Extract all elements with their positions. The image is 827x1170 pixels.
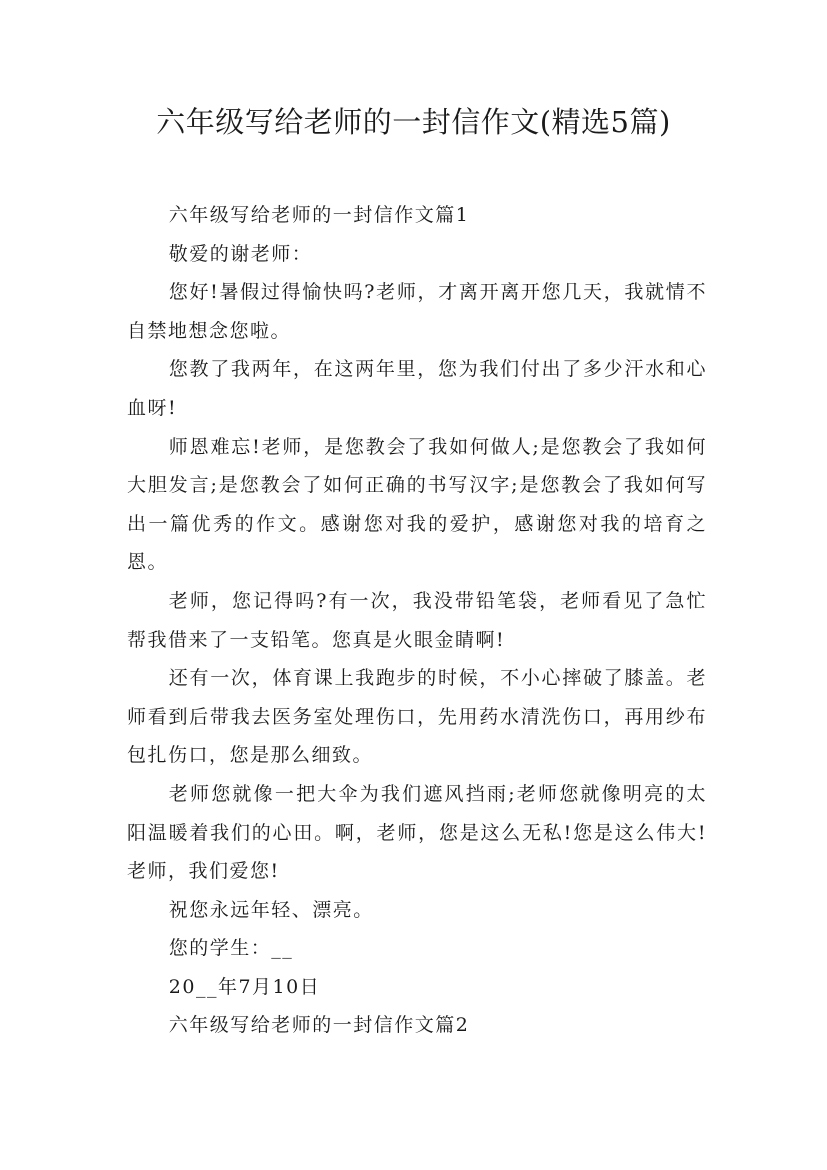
letter-paragraph: 您教了我两年，在这两年里，您为我们付出了多少汗水和心血呀! xyxy=(127,358,707,419)
letter-paragraph: 您好!暑假过得愉快吗?老师，才离开离开您几天，我就情不自禁地想念您啦。 xyxy=(127,281,707,342)
letter-paragraph: 老师，您记得吗?有一次，我没带铅笔袋，老师看见了急忙帮我借来了一支铅笔。您真是火眼金睛啊! xyxy=(127,589,707,651)
letter-paragraph: 还有一次，体育课上我跑步的时候，不小心摔破了膝盖。老师看到后带我去医务室处理伤口，先用药水清洗伤口，再用纱布包扎伤口，您是那么细致。 xyxy=(127,667,707,767)
letter-date: 20__年7月10日 xyxy=(168,975,321,998)
letter-paragraph: 老师您就像一把大伞为我们遮风挡雨;老师您就像明亮的太阳温暖着我们的心田。啊，老师，您是这么无私!您是这么伟大!老师，我们爱您! xyxy=(127,782,707,883)
letter-signature: 您的学生：__ xyxy=(168,937,294,960)
section-heading-2: 六年级写给老师的一封信作文篇2 xyxy=(168,1014,470,1037)
document-title: 六年级写给老师的一封信作文(精选5篇) xyxy=(156,105,671,139)
section-heading-1: 六年级写给老师的一封信作文篇1 xyxy=(168,204,470,226)
letter-salutation: 敬爱的谢老师： xyxy=(168,242,313,265)
document-body xyxy=(127,196,707,1045)
letter-paragraph: 师恩难忘!老师，是您教会了我如何做人;是您教会了我如何大胆发言;是您教会了如何正确的书写汉字;是您教会了我如何写出一篇优秀的作文。感谢您对我的爱护，感谢您对我的培育之恩。 xyxy=(127,435,707,574)
letter-closing: 祝您永远年轻、漂亮。 xyxy=(168,898,374,921)
